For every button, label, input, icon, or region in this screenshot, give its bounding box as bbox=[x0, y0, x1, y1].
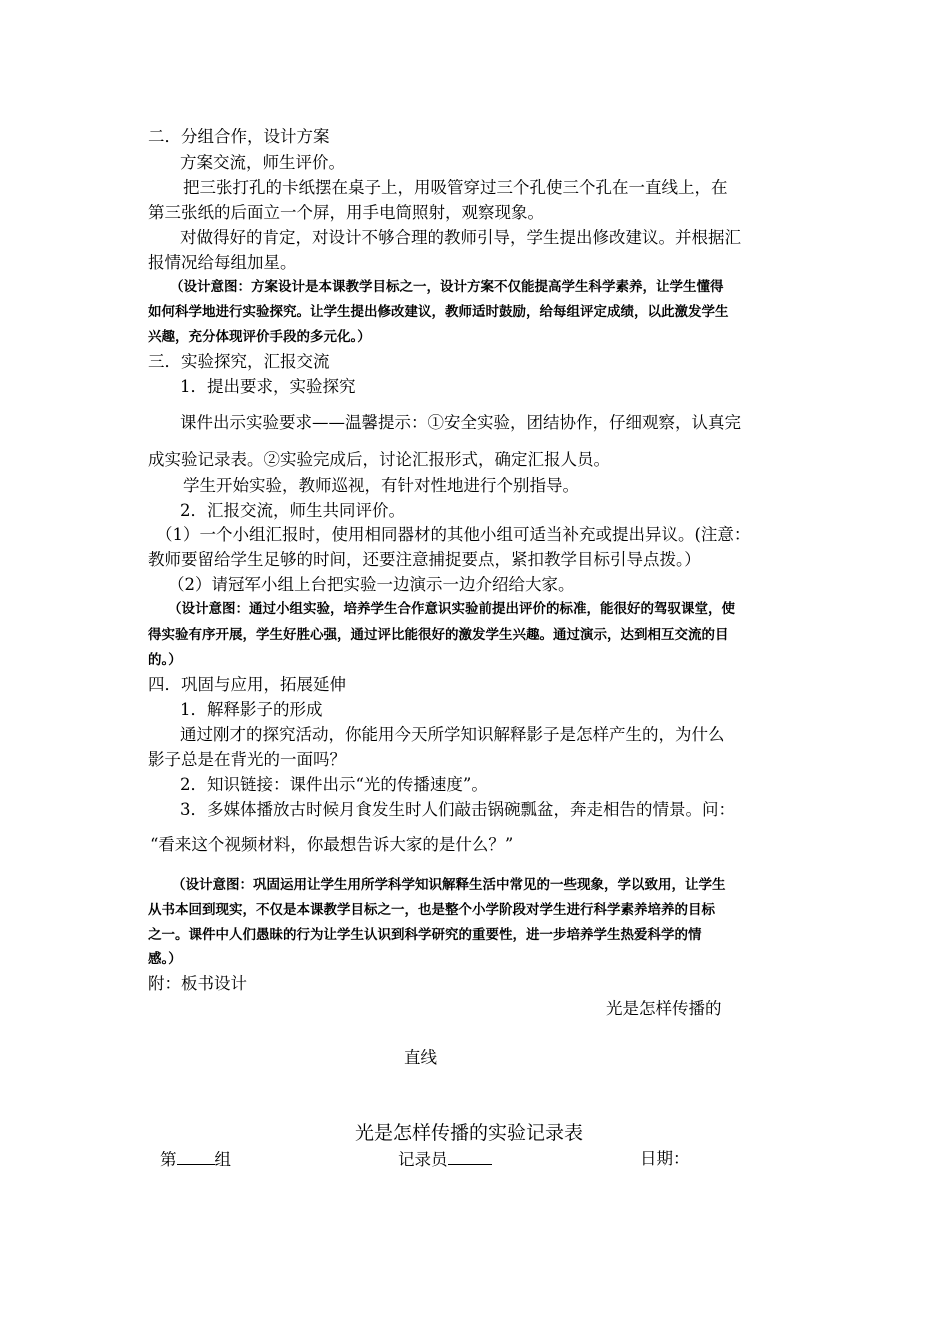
board-title: 光是怎样传播的 bbox=[606, 999, 722, 1018]
paragraph: 影子总是在背光的一面吗？ bbox=[148, 750, 346, 769]
date-label: 日期： bbox=[640, 1149, 690, 1168]
paragraph: 第三张纸的后面立一个屏，用手电筒照射，观察现象。 bbox=[148, 203, 544, 222]
paragraph: 报情况给每组加星。 bbox=[148, 253, 297, 272]
subsection-heading: 2．汇报交流，师生共同评价。 bbox=[180, 501, 405, 520]
paragraph: 把三张打孔的卡纸摆在桌子上，用吸管穿过三个孔使三个孔在一直线上，在 bbox=[183, 178, 728, 197]
group-prefix: 第 bbox=[160, 1150, 177, 1169]
design-intent-note: 之一。课件中人们愚昧的行为让学生认识到科学研究的重要性，进一步培养学生热爱科学的情 bbox=[148, 927, 702, 943]
paragraph: 方案交流，师生评价。 bbox=[180, 153, 345, 172]
design-intent-note: 的。） bbox=[148, 652, 182, 668]
quote: “看来这个视频材料，你最想告诉大家的是什么？” bbox=[150, 835, 514, 854]
paragraph: 对做得好的肯定，对设计不够合理的教师引导，学生提出修改建议。并根据汇 bbox=[180, 228, 741, 247]
design-intent-note: 兴趣，充分体现评价手段的多元化。） bbox=[148, 329, 371, 345]
design-intent-note: 如何科学地进行实验探究。让学生提出修改建议，教师适时鼓励，给每组评定成绩，以此激发学生 bbox=[148, 304, 729, 320]
paragraph: （1）一个小组汇报时，使用相同器材的其他小组可适当补充或提出异议。(注意： bbox=[156, 525, 751, 544]
group-field bbox=[160, 1148, 231, 1171]
subsection-heading: 2．知识链接：课件出示“光的传播速度”。 bbox=[180, 775, 488, 794]
section-3-heading: 三．实验探究，汇报交流 bbox=[148, 352, 330, 371]
design-intent-note: （设计意图：通过小组实验，培养学生合作意识实验前提出评价的标准，能很好的驾驭课堂，使 bbox=[168, 601, 735, 617]
group-suffix: 组 bbox=[214, 1150, 231, 1169]
paragraph: 学生开始实验，教师巡视，有针对性地进行个别指导。 bbox=[183, 476, 579, 495]
subsection-heading: 1．提出要求，实验探究 bbox=[180, 377, 356, 396]
paragraph: 课件出示实验要求——温馨提示：①安全实验，团结协作，仔细观察，认真完 bbox=[180, 413, 741, 432]
recorder-blank bbox=[448, 1148, 492, 1165]
section-4-heading: 四．巩固与应用，拓展延伸 bbox=[148, 675, 346, 694]
subsection-heading: 1．解释影子的形成 bbox=[180, 700, 323, 719]
design-intent-note: （设计意图：方案设计是本课教学目标之一，设计方案不仅能提高学生科学素养，让学生懂得 bbox=[170, 279, 724, 295]
board-word: 直线 bbox=[404, 1048, 437, 1067]
recorder-label: 记录员 bbox=[398, 1150, 448, 1169]
paragraph: 教师要留给学生足够的时间，还要注意捕捉要点，紧扣教学目标引导点拨。） bbox=[148, 550, 701, 569]
design-intent-note: 感。） bbox=[148, 951, 182, 967]
section-2-heading: 二．分组合作，设计方案 bbox=[148, 127, 330, 146]
design-intent-note: 从书本回到现实，不仅是本课教学目标之一，也是整个小学阶段对学生进行科学素养培养的目标 bbox=[148, 902, 715, 918]
subsection-heading: 3．多媒体播放古时候月食发生时人们敲击锅碗瓢盆，奔走相告的情景。问： bbox=[180, 800, 735, 819]
record-table-title: 光是怎样传播的实验记录表 bbox=[355, 1122, 584, 1144]
group-number-blank bbox=[177, 1148, 215, 1165]
design-intent-note: （设计意图：巩固运用让学生用所学科学知识解释生活中常见的一些现象，学以致用，让学生 bbox=[172, 877, 726, 893]
paragraph: 成实验记录表。②实验完成后，讨论汇报形式，确定汇报人员。 bbox=[148, 450, 610, 469]
paragraph: （2）请冠军小组上台把实验一边演示一边介绍给大家。 bbox=[168, 575, 575, 594]
design-intent-note: 得实验有序开展，学生好胜心强，通过评比能很好的激发学生兴趣。通过演示，达到相互交流的目 bbox=[148, 627, 729, 643]
paragraph: 通过刚才的探究活动，你能用今天所学知识解释影子是怎样产生的，为什么 bbox=[180, 725, 725, 744]
recorder-field bbox=[398, 1148, 492, 1171]
appendix-label: 附：板书设计 bbox=[148, 974, 247, 993]
